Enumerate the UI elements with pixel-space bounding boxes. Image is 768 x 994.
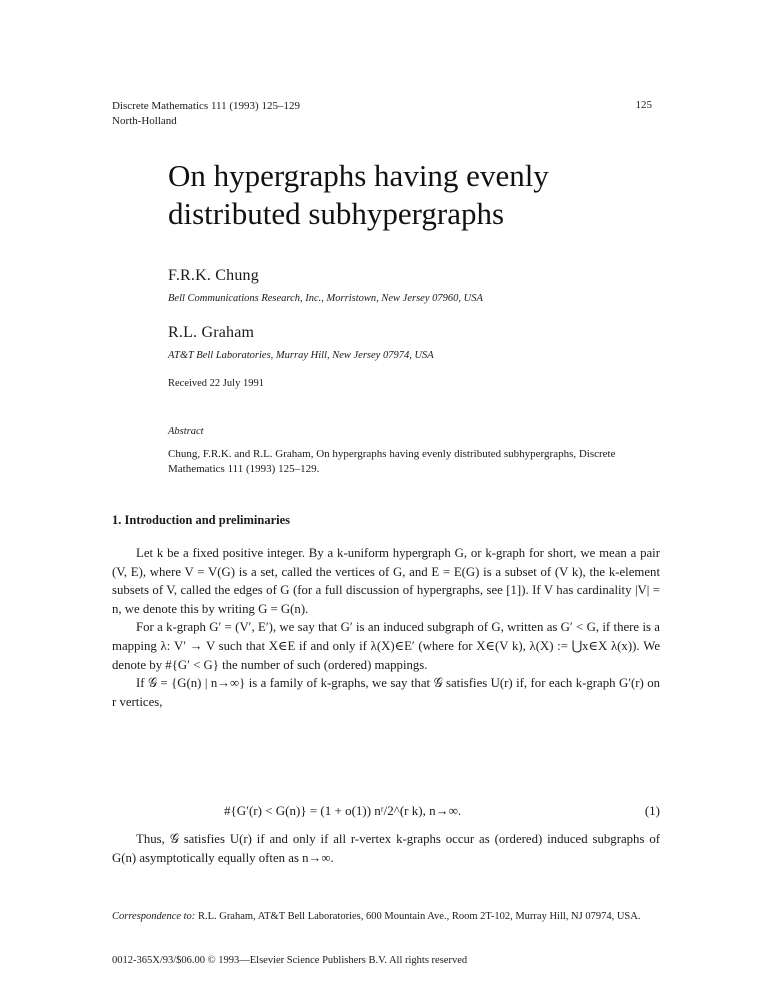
equation: #{G′(r) < G(n)} = (1 + o(1)) nʳ/2^(r k), n→∞. bbox=[224, 803, 462, 818]
journal-header bbox=[112, 99, 300, 129]
section-heading: 1. Introduction and preliminaries bbox=[112, 513, 291, 527]
page-number: 125 bbox=[635, 99, 652, 111]
correspondence-label: Correspondence to: bbox=[112, 911, 196, 922]
title-line-2: distributed subhypergraphs bbox=[168, 196, 505, 231]
author-affiliation: Bell Communications Research, Inc., Morristown, New Jersey 07960, USA bbox=[168, 293, 483, 304]
abstract-label: Abstract bbox=[168, 426, 204, 437]
author-affiliation: AT&T Bell Laboratories, Murray Hill, New Jersey 07974, USA bbox=[168, 350, 434, 361]
journal-citation: Discrete Mathematics 111 (1993) 125–129 bbox=[112, 100, 300, 112]
received-date: Received 22 July 1991 bbox=[168, 378, 264, 389]
abstract-text: Chung, F.R.K. and R.L. Graham, On hypergraphs having evenly distributed subhypergraphs, Discrete Mathematics 111 (1993) 125–129. bbox=[168, 448, 616, 475]
paper-title bbox=[168, 157, 688, 233]
body-text bbox=[112, 544, 660, 711]
body-text bbox=[112, 830, 660, 867]
paragraph: Thus, 𝒢 satisfies U(r) if and only if all r-vertex k-graphs occur as (ordered) induced subgraphs of G(n) asymptotically equally often as n→∞. bbox=[112, 832, 660, 865]
paragraph: For a k-graph G′ = (V′, E′), we say that G′ is an induced subgraph of G, written as G′ < G, if there is a mapping λ: V′ → V such that X∈E if and only if λ(X)∈E′ (where for X∈(V k), λ(X) := ⋃x∈X λ(x)). We denote by #{G′ < G} the number of such (ordered) mappings. bbox=[112, 620, 660, 672]
author-name: F.R.K. Chung bbox=[168, 267, 259, 284]
copyright-line: 0012-365X/93/$06.00 © 1993—Elsevier Science Publishers B.V. All rights reserved bbox=[112, 955, 468, 966]
paragraph: Let k be a fixed positive integer. By a k-uniform hypergraph G, or k-graph for short, we mean a pair (V, E), where V = V(G) is a set, called the vertices of G, and E = E(G) is a subset of (V k), the k-element subsets of V, called the edges of G (for a full discussion of hypergraphs, see [1]). If V has cardinality |V| = n, we denote this by writing G = G(n). bbox=[112, 546, 660, 616]
correspondence-note bbox=[112, 910, 660, 924]
paragraph: If 𝒢 = {G(n) | n→∞} is a family of k-graphs, we say that 𝒢 satisfies U(r) if, for each k-graph G′(r) on r vertices, bbox=[112, 676, 660, 709]
publisher: North-Holland bbox=[112, 115, 177, 127]
equation-number: (1) bbox=[644, 803, 660, 818]
correspondence-text: R.L. Graham, AT&T Bell Laboratories, 600 Mountain Ave., Room 2T-102, Murray Hill, NJ 07974, USA. bbox=[197, 911, 641, 922]
title-line-1: On hypergraphs having evenly bbox=[168, 158, 549, 193]
author-name: R.L. Graham bbox=[168, 324, 255, 341]
